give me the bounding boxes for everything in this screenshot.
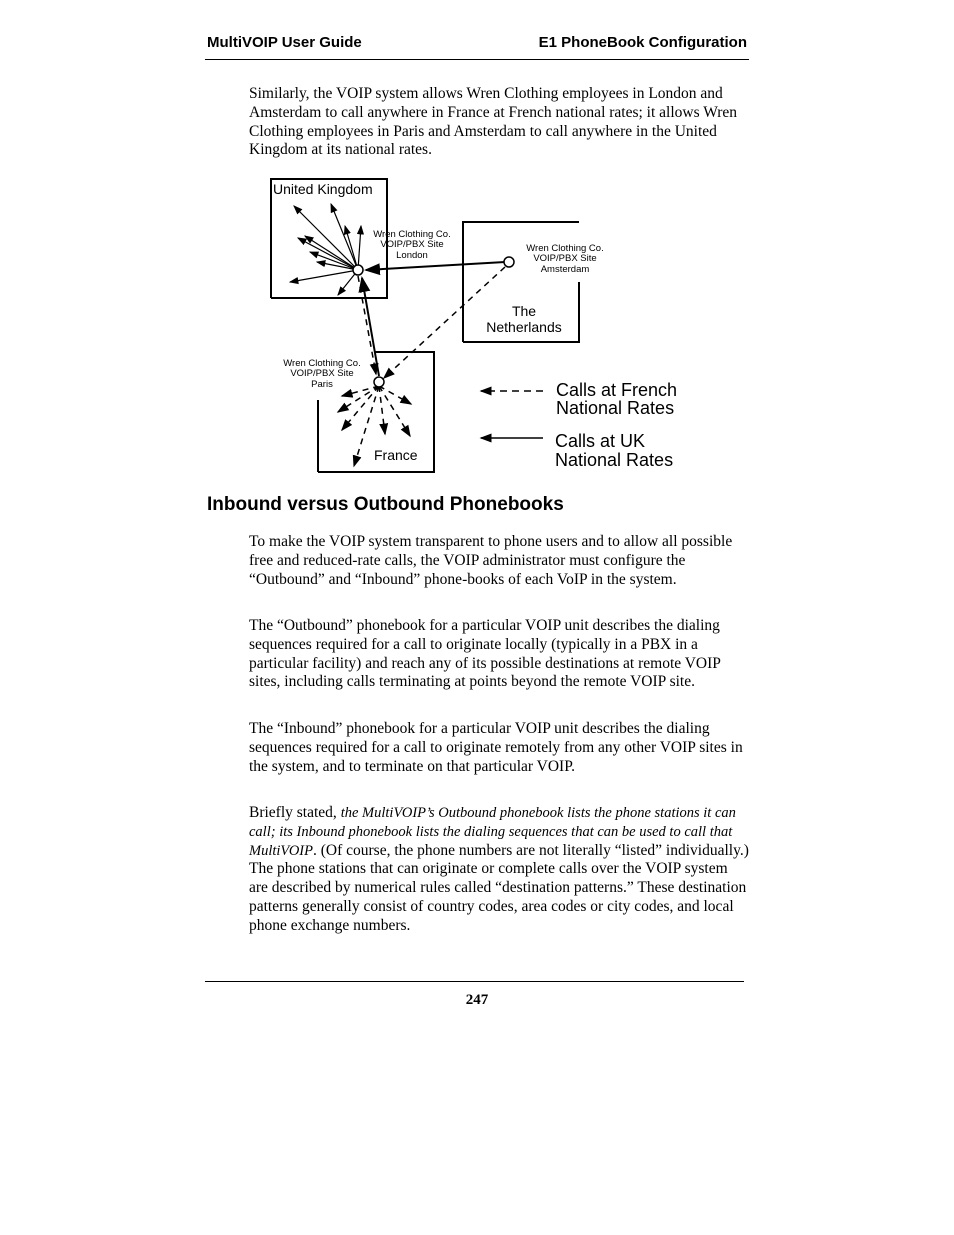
- london-node-icon: [353, 265, 363, 275]
- uk-call-arrows: [290, 204, 361, 295]
- legend-uk-label: National Rates: [555, 450, 674, 470]
- brief-rest: . (Of course, the phone numbers are not literally “listed” individually.) The phone stations that can originate or complete calls over the VOIP system are described by numerical rules called “destination patterns.” These destination patterns generally consist of country codes, area codes or city codes, and local phone exchange numbers.: [249, 841, 749, 934]
- netherlands-label-2: Netherlands: [486, 319, 562, 335]
- london-site-label: London: [396, 250, 428, 261]
- paragraph: The “Inbound” phonebook for a particular VOIP unit describes the dialing sequences required for a call to originate remotely from any other VOIP sites in the system, and to terminate on that particular VOIP.: [249, 720, 743, 775]
- legend-french-label: Calls at French: [556, 380, 678, 400]
- paris-node-icon: [374, 377, 384, 387]
- paris-site-label: Wren Clothing Co.: [283, 358, 361, 369]
- uk-label: United Kingdom: [273, 181, 373, 197]
- paragraph: The “Outbound” phonebook for a particular VOIP unit describes the dialing sequences required for a call to originate locally (typically in a PBX in a particular facility) and reach any of its possible destinations at remote VOIP sites, including calls terminating at points beyond the remote VOIP site.: [249, 617, 721, 691]
- paris-london-line: [362, 278, 379, 376]
- france-label: France: [374, 447, 418, 463]
- paragraph: To make the VOIP system transparent to phone users and to allow all possible free and reduced-rate calls, the VOIP administrator must configure the “Outbound” and “Inbound” phone-books of each VoIP in the system.: [249, 533, 733, 588]
- network-diagram: [0, 0, 954, 480]
- london-site-label: VOIP/PBX Site: [380, 239, 444, 250]
- page-number: 247: [465, 992, 489, 1008]
- section-heading: Inbound versus Outbound Phonebooks: [207, 494, 564, 515]
- amsterdam-site-label: VOIP/PBX Site: [533, 253, 597, 264]
- paris-site-label: Paris: [311, 379, 333, 390]
- legend-uk-label: Calls at UK: [555, 431, 646, 451]
- header-title: MultiVOIP User Guide: [207, 34, 362, 51]
- london-site-label: Wren Clothing Co.: [373, 229, 451, 240]
- footer-rule: [205, 981, 744, 982]
- brief-paragraph: [249, 804, 749, 936]
- amsterdam-node-icon: [504, 257, 514, 267]
- netherlands-label-1: The: [511, 303, 537, 319]
- amsterdam-site-label: Amsterdam: [540, 264, 590, 275]
- paris-site-label: VOIP/PBX Site: [290, 368, 354, 379]
- brief-lead: Briefly stated,: [249, 804, 341, 821]
- amsterdam-site-label: Wren Clothing Co.: [526, 243, 604, 254]
- intro-paragraph: Similarly, the VOIP system allows Wren Clothing employees in London and Amsterdam to call anywhere in France at French national rates; it allows Wren Clothing employees in Paris and Amsterdam to call anywhere in the United Kingdom at its national rates.: [249, 85, 738, 159]
- legend-french-label: National Rates: [556, 398, 675, 418]
- header-section: E1 PhoneBook Configuration: [538, 34, 747, 51]
- brief-italic: the MultiVOIP’s Outbound phonebook lists the phone stations it can call; its Inbound phonebook lists the dialing sequences that can be used to call that MultiVOIP: [249, 805, 736, 859]
